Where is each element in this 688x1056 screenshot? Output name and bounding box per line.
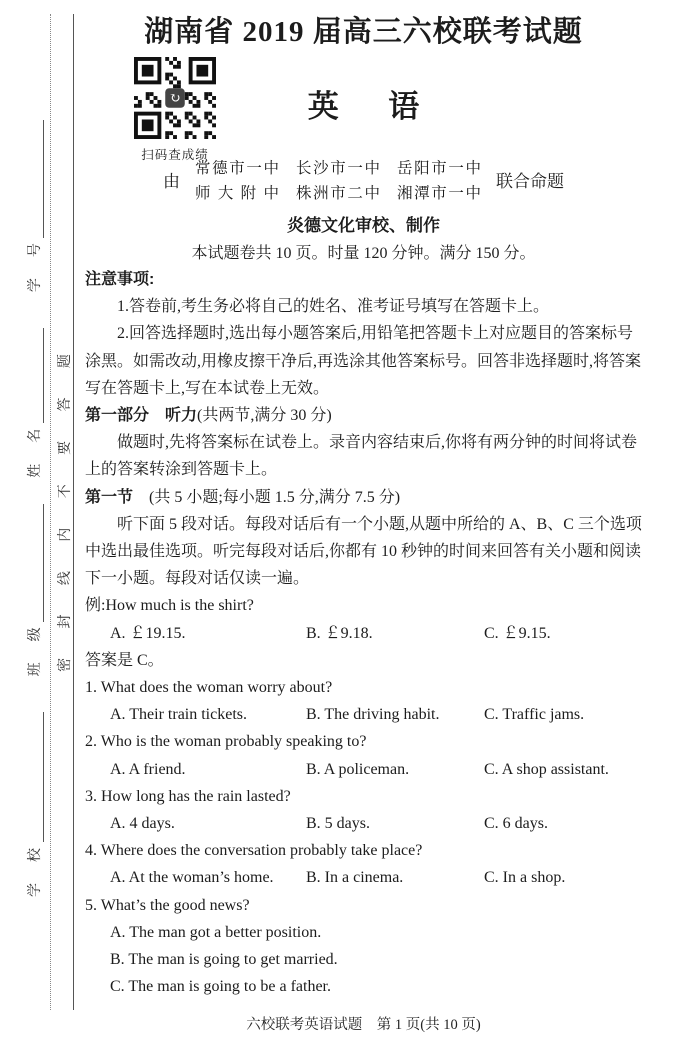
notice-heading: 注意事项:: [85, 271, 155, 288]
qr-caption: 扫码查成绩: [141, 148, 209, 162]
content-column: [85, 0, 642, 1034]
schools-row-1: [195, 156, 481, 178]
binding-margin-fields: [10, 14, 44, 1012]
part1-heading-note: (共两节,满分 30 分): [197, 407, 332, 425]
question-text: 5. What’s the good news?: [85, 896, 250, 914]
jointly-suffix: 联合命题: [496, 171, 564, 191]
footer-doc-name: 六校联考英语试题: [246, 1017, 363, 1034]
question-options: [85, 810, 642, 837]
section1-heading: [85, 484, 642, 511]
question-text: 1. What does the woman worry about?: [85, 679, 333, 697]
schools-row-2: [195, 181, 481, 203]
option-b: B. In a cinema.: [306, 869, 404, 887]
school-name: 湘潭市一中: [397, 184, 481, 202]
school-name: 常德市一中: [195, 159, 279, 177]
seal-line-text: 密封线内不要答题: [58, 324, 73, 672]
section1-intro: 听下面 5 段对话。每段对话后有一个小题,从题中所给的 A、B、C 三个选项中选出最佳选项。听完每段对话后,你都有 10 秒钟的时间来回答有关小题和阅读下一小题。每段对话仅读一遍。: [85, 515, 642, 588]
part1-intro: 做题时,先将答案标在试卷上。录音内容结束后,你将有两分钟的时间将试卷上的答案转涂到答题卡上。: [85, 434, 638, 479]
schools-list: [195, 156, 481, 203]
school-name: 师大附中: [195, 184, 279, 202]
option-b: B. The driving habit.: [306, 706, 440, 724]
question-text: 3. How long has the rain lasted?: [85, 787, 291, 805]
option-a: A. 4 days.: [110, 815, 175, 833]
paper-title: 湖南省 2019 届高三六校联考试题: [144, 16, 583, 48]
school-name: 岳阳市一中: [397, 159, 481, 177]
question-options: [85, 864, 642, 891]
footer-page-info: 第 1 页(共 10 页): [376, 1017, 481, 1034]
option-c: C. ￡9.15.: [484, 624, 551, 642]
jointly-prefix: 由: [163, 171, 180, 191]
section1-heading-note: (共 5 小题;每小题 1.5 分,满分 7.5 分): [149, 488, 401, 506]
student-id-field-label: 学号: [28, 222, 43, 293]
option-a: A. The man got a better position.: [110, 923, 322, 941]
option-a: A. At the woman’s home.: [110, 869, 274, 887]
option-b: B. A policeman.: [306, 760, 410, 778]
part1-heading-topic: 听力: [165, 407, 198, 425]
option-a: A. ￡19.15.: [110, 624, 186, 642]
example-prompt: 例:How much is the shirt?: [85, 597, 254, 615]
student-id-field: [24, 120, 44, 293]
producer-line: 炎德文化审校、制作: [287, 216, 440, 235]
qr-block: [133, 57, 217, 163]
qr-code-icon: [134, 57, 216, 139]
paper-info-line: 本试题卷共 10 页。时量 120 分钟。满分 150 分。: [191, 245, 536, 262]
example-options: [85, 620, 642, 647]
option-c: C. Traffic jams.: [484, 706, 585, 724]
class-field: [24, 504, 44, 677]
notice-item-1: 1.答卷前,考生务必将自己的姓名、准考证号填写在答题卡上。: [117, 298, 550, 316]
school-name: 长沙市一中: [296, 159, 380, 177]
question-text: 4. Where does the conversation probably take place?: [85, 842, 423, 860]
option-c: C. In a shop.: [484, 869, 566, 887]
name-field-line: [39, 328, 44, 423]
school-field-label: 学校: [28, 827, 43, 897]
subject-title: 英语: [307, 89, 469, 124]
name-field: [24, 328, 44, 478]
school-field: [24, 712, 44, 897]
student-id-field-line: [39, 120, 44, 238]
option-c: C. 6 days.: [484, 815, 548, 833]
school-name: 株洲市二中: [296, 184, 380, 202]
class-field-label: 班级: [28, 606, 43, 677]
option-c: C. The man is going to be a father.: [110, 978, 331, 996]
svg-text:↻: ↻: [169, 90, 181, 106]
part1-heading-part: 第一部分: [85, 407, 150, 425]
question-options: [85, 701, 642, 728]
school-field-line: [39, 712, 44, 842]
notice-item-2: 2.回答选择题时,选出每小题答案后,用铅笔把答题卡上对应题目的答案标号涂黑。如需改动,用橡皮擦干净后,再选涂其他答案标号。回答非选择题时,将答案写在答题卡上,写在本试卷上无效。: [85, 325, 642, 397]
example-answer: 答案是 C。: [85, 651, 164, 669]
part1-heading: [85, 402, 642, 429]
seal-dotted-line: [50, 14, 51, 1010]
option-a: A. A friend.: [110, 760, 186, 778]
question-options: [85, 756, 642, 783]
class-field-line: [39, 504, 44, 622]
section1-heading-label: 第一节: [85, 488, 134, 506]
option-b: B. The man is going to get married.: [110, 951, 338, 969]
option-b: B. 5 days.: [306, 815, 370, 833]
option-a: A. Their train tickets.: [110, 706, 247, 724]
option-c: C. A shop assistant.: [484, 760, 609, 778]
name-field-label: 姓名: [28, 407, 43, 478]
question-text: 2. Who is the woman probably speaking to?: [85, 733, 367, 751]
option-b: B. ￡9.18.: [306, 624, 373, 642]
page-footer: [85, 1013, 642, 1034]
